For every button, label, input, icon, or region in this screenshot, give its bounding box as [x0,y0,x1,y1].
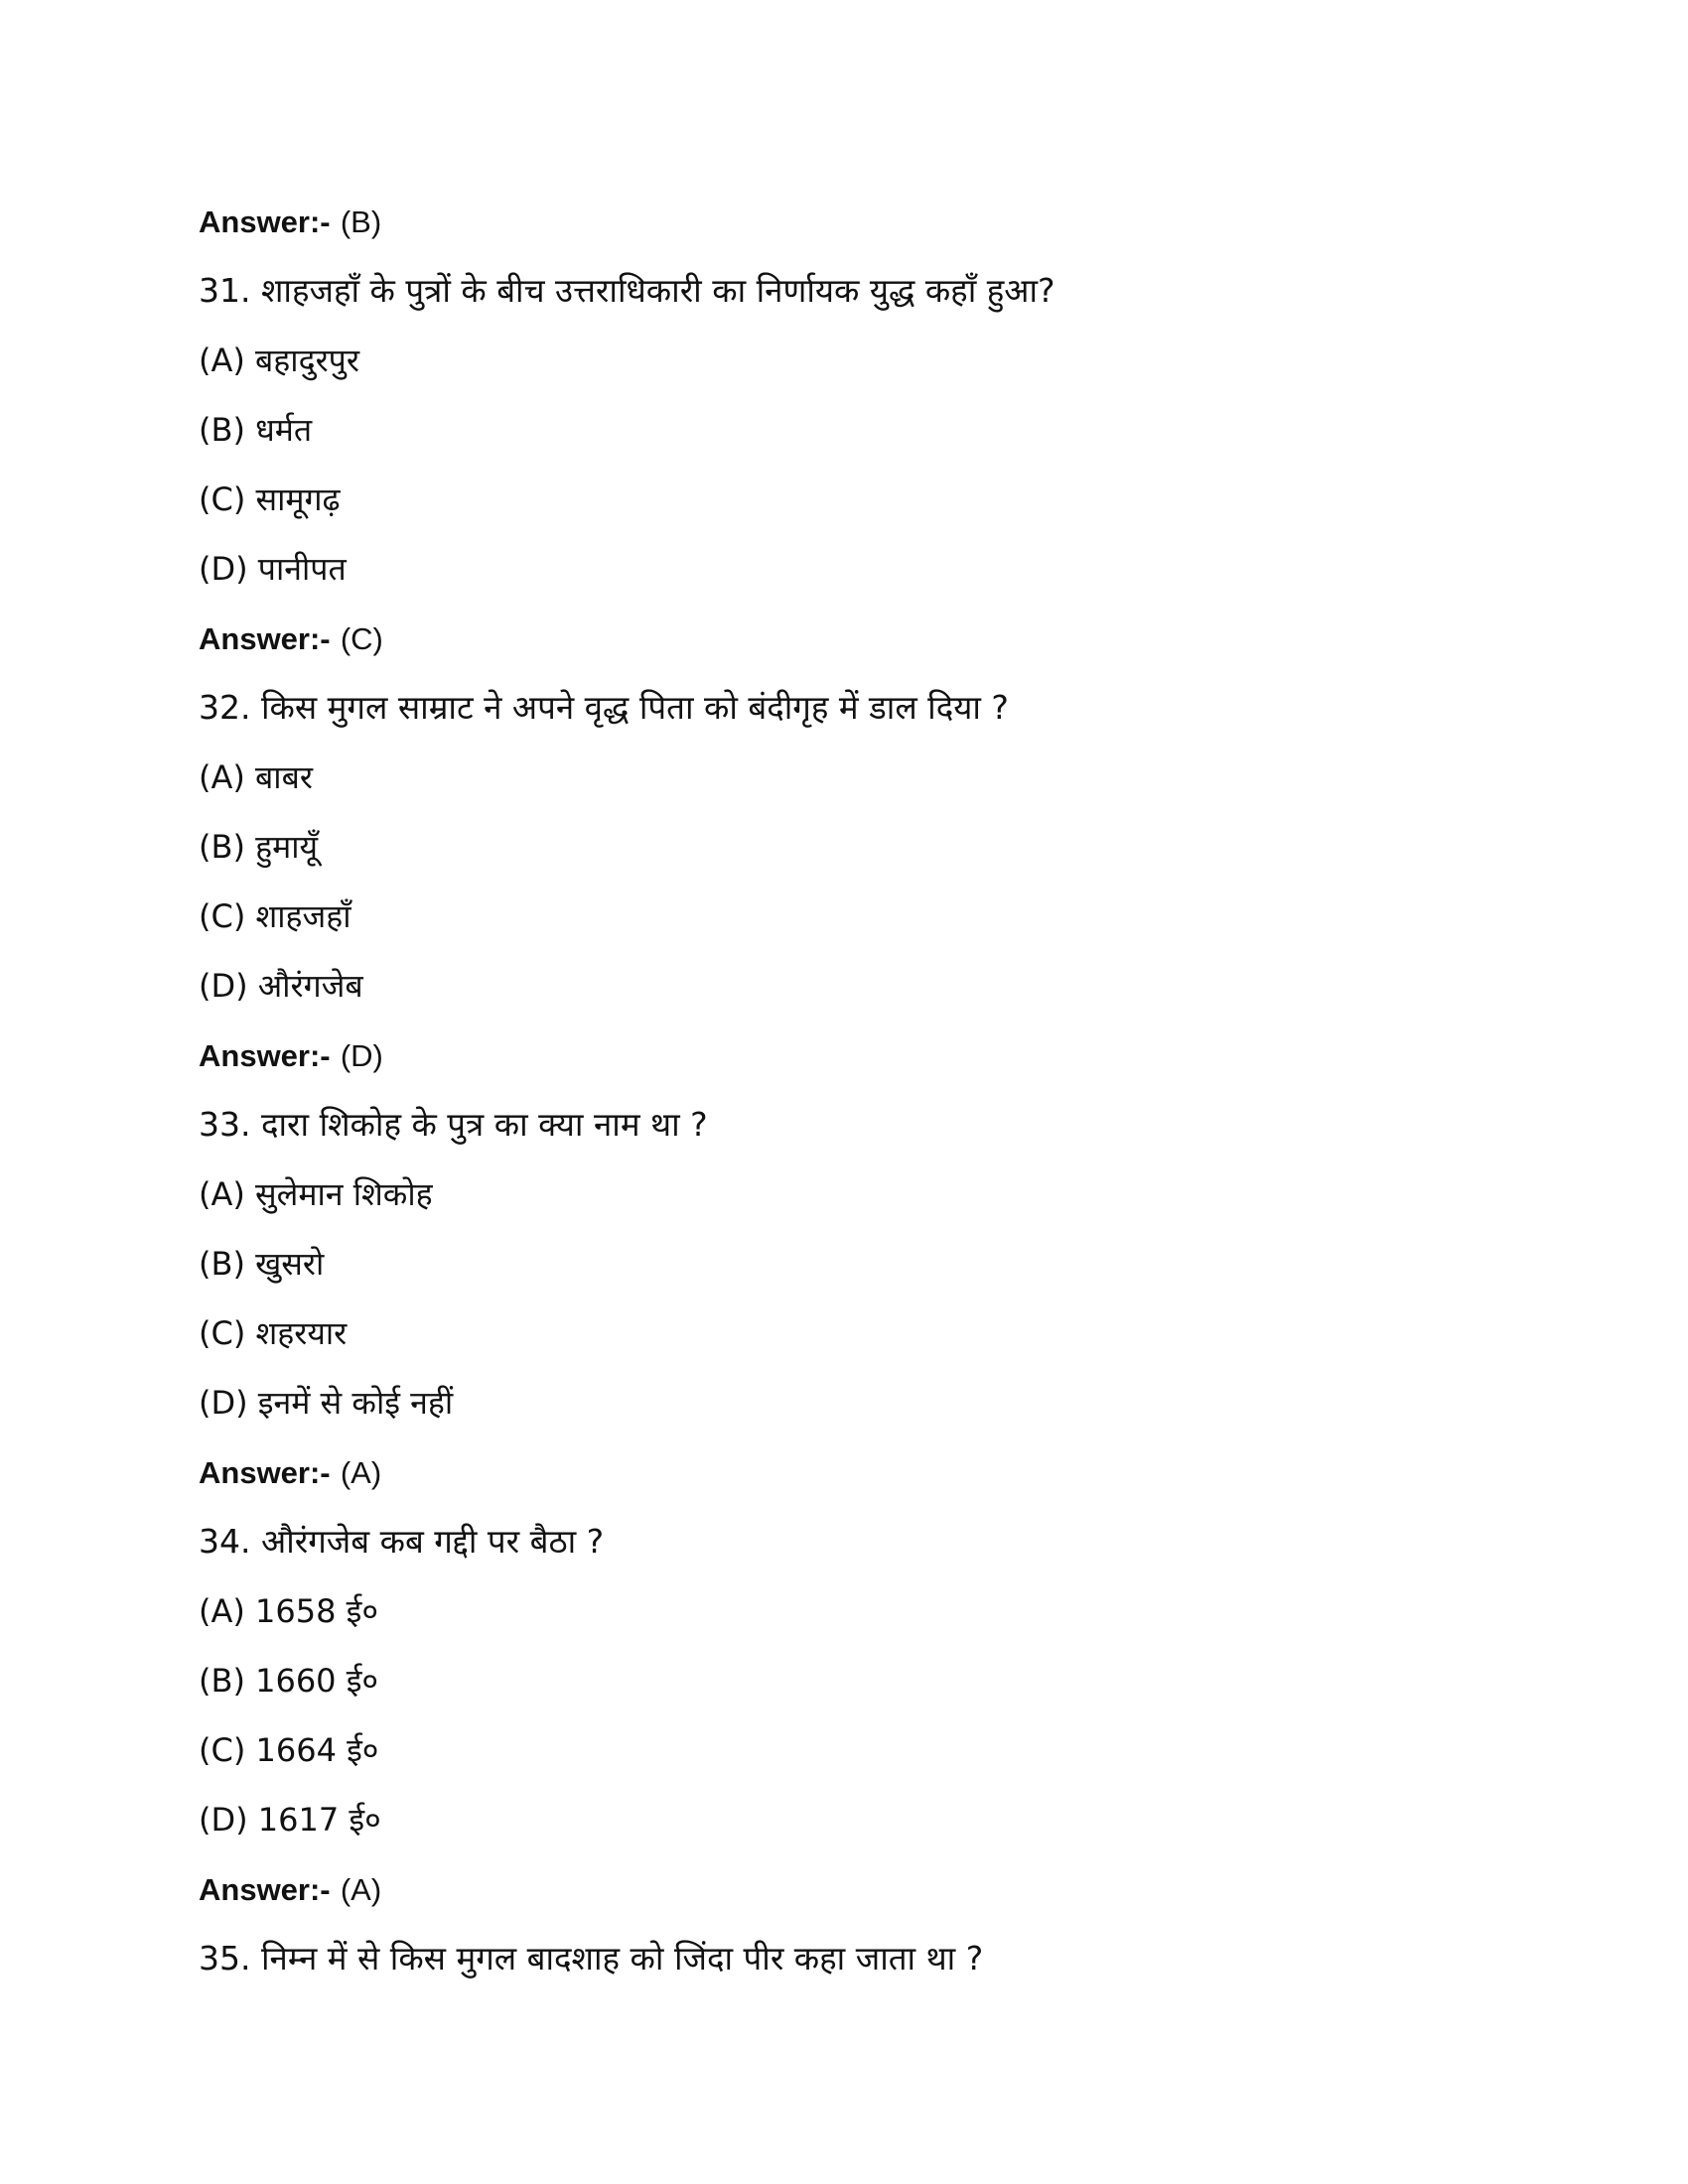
option: (B) धर्मत [199,411,313,449]
question-35: 35. निम्न में से किस मुगल बादशाह को जिंदा पीर कहा जाता था ? [199,1939,984,1978]
option: (A) 1658 ई० [199,1592,378,1630]
option: (C) सामूगढ़ [199,480,341,518]
option: (B) 1660 ई० [199,1662,379,1700]
option: (A) बहादुरपुर [199,341,359,379]
answer-value: (B) [340,205,382,239]
answer-label: Answer:- [199,1872,331,1907]
option: (C) शहरयार [199,1314,348,1352]
option: (C) 1664 ई० [199,1731,379,1769]
question-31: 31. शाहजहाँ के पुत्रों के बीच उत्तराधिकारी का निर्णायक युद्ध कहाँ हुआ? [199,271,1055,310]
answer-value: (A) [340,1455,382,1490]
option: (A) बाबर [199,758,313,796]
answer-line [199,1444,1489,1514]
answer-label: Answer:- [199,621,331,656]
option: (D) पानीपत [199,550,347,588]
option: (C) शाहजहाँ [199,897,352,935]
option: (B) खुसरो [199,1245,325,1283]
question-32: 32. किस मुगल साम्राट ने अपने वृद्ध पिता को बंदीगृह में डाल दिया ? [199,688,1009,727]
answer-line [199,611,1489,680]
answer-line [199,1027,1489,1097]
answer-label: Answer:- [199,205,331,239]
option: (A) सुलेमान शिकोह [199,1175,433,1213]
answer-line [199,1861,1489,1931]
option: (D) 1617 ई० [199,1801,381,1839]
answer-value: (D) [340,1038,383,1073]
option: (D) औरंगजेब [199,967,363,1005]
answer-value: (A) [340,1872,382,1907]
answer-line [199,194,1489,263]
question-33: 33. दारा शिकोह के पुत्र का क्या नाम था ? [199,1105,708,1144]
option: (D) इनमें से कोई नहीं [199,1384,454,1422]
answer-label: Answer:- [199,1038,331,1073]
option: (B) हुमायूँ [199,828,319,866]
question-34: 34. औरंगजेब कब गद्दी पर बैठा ? [199,1522,605,1561]
quiz-content [199,194,1489,2000]
answer-value: (C) [340,621,383,656]
answer-label: Answer:- [199,1455,331,1490]
